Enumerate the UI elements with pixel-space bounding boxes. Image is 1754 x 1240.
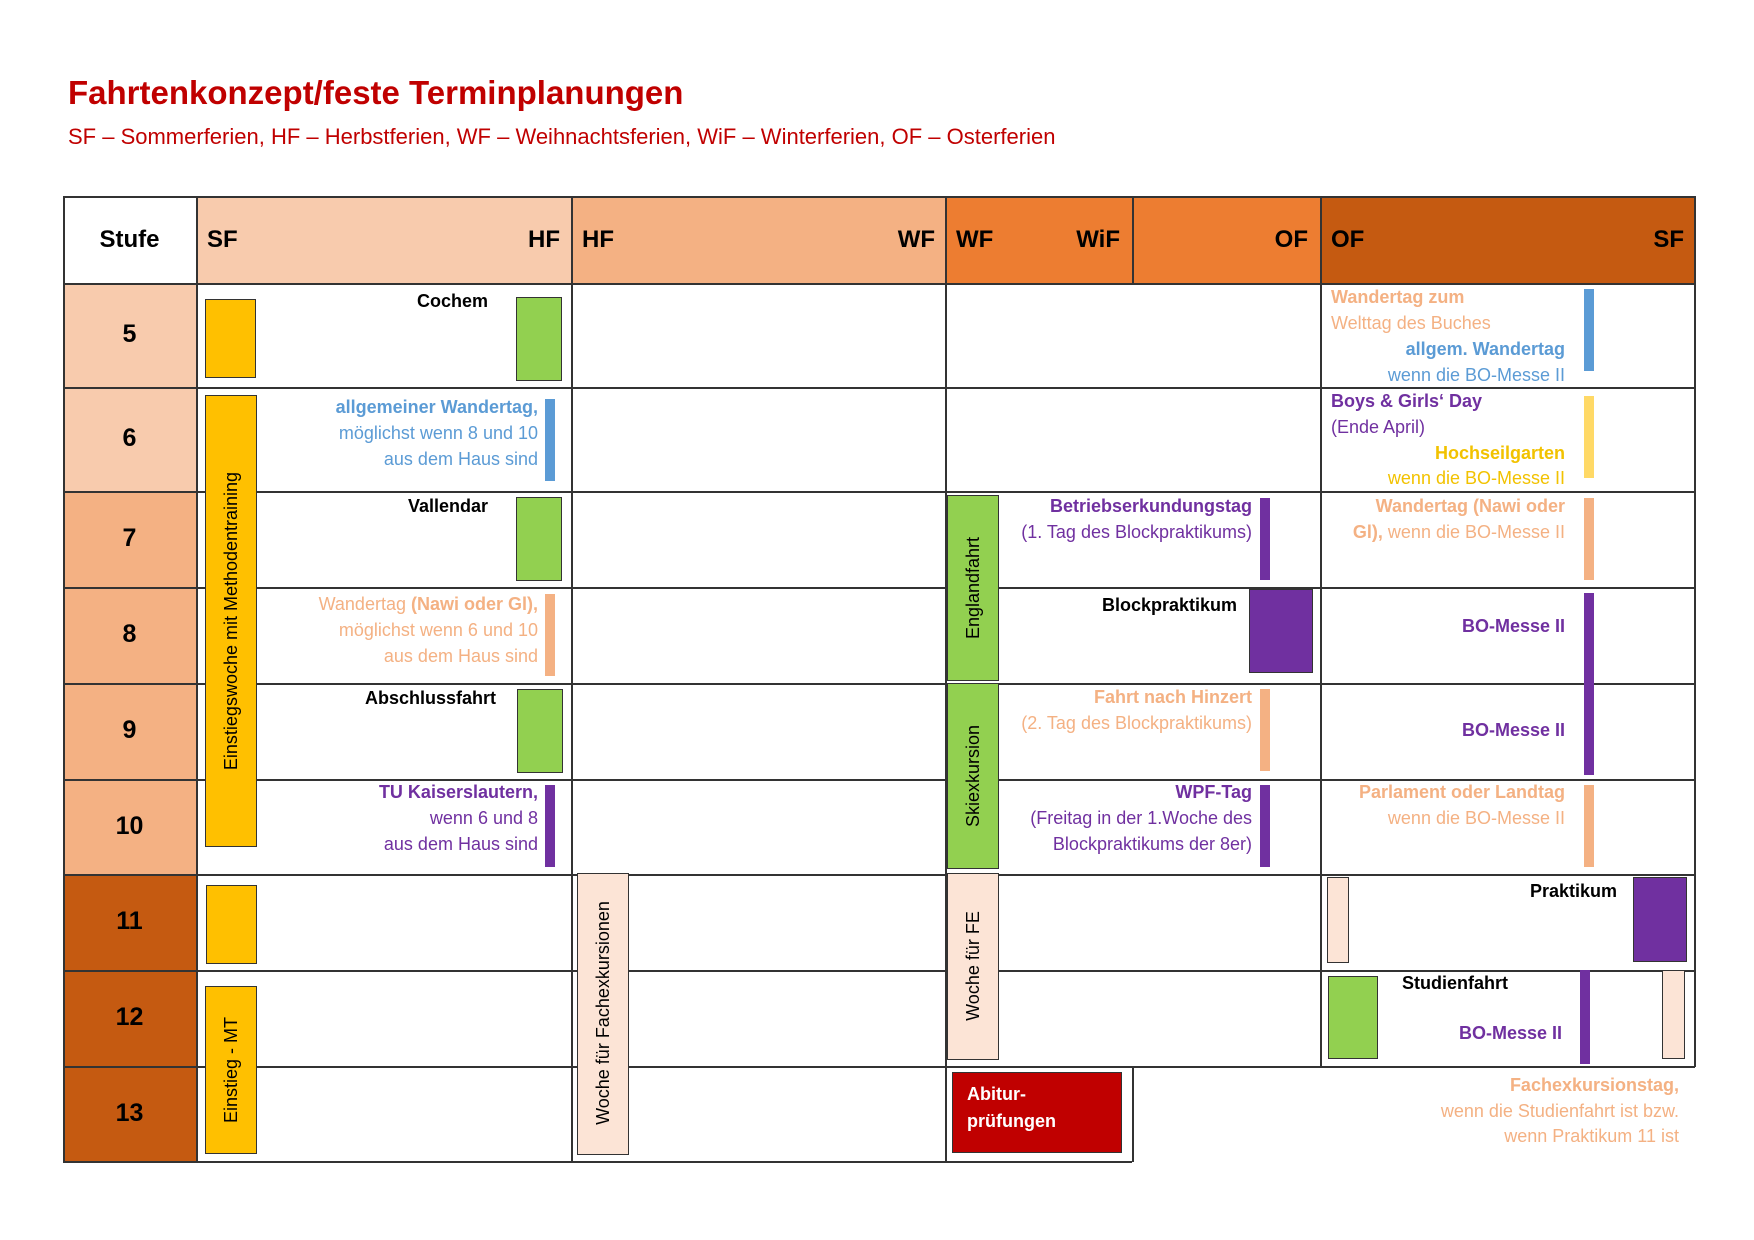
skiexkursion-label: Skiexkursion [963,724,983,828]
header-col2-left: HF [582,226,614,253]
grid-line [1694,196,1696,1067]
header-col5-right: SF [1653,226,1684,253]
hinzert-title: Fahrt nach Hinzert [1093,687,1252,707]
bo12-bar [1580,970,1590,1064]
tu-bar [545,785,555,867]
header-stufe: Stufe [99,226,160,253]
cochem-green-block [516,297,562,381]
wandertag8-line2: möglichst wenn 6 und 10 [338,620,538,640]
w7-rest: wenn die BO-Messe II [1382,522,1565,542]
hinzert-bar [1260,689,1270,771]
betrieb-title: Betriebserkundungstag [1049,496,1252,516]
w7-line1: Wandertag (Nawi oder [1375,496,1565,516]
boys-title: Boys & Girls‘ Day [1331,391,1483,411]
abschlussfahrt-green-block [517,689,563,773]
boys-line2: (Ende April) [1331,417,1426,437]
blockpraktikum-label: Blockpraktikum [1102,595,1238,615]
level-label-13: 13 [115,1099,144,1127]
parlament-title: Parlament oder Landtag [1358,782,1565,802]
wandertag8-bold: (Nawi oder Gl), [410,594,538,614]
grid-line [63,196,1695,198]
abschlussfahrt-label: Abschlussfahrt [365,688,497,708]
fachexkursionen-label: Woche für Fachexkursionen [593,901,613,1125]
w7-bar [1584,498,1594,580]
woche-fe-label: Woche für FE [963,911,983,1021]
yellow-block-5 [205,299,256,378]
parlament-bar [1584,785,1594,867]
vallendar-label: Vallendar [408,496,489,516]
header-col3-right: WiF [1076,226,1120,253]
grid-line [63,1066,1695,1068]
wandertag8-prefix: Wandertag [318,594,411,614]
header-col5-left: OF [1331,226,1365,253]
grid-line [63,1161,1132,1163]
yellow-block-11 [206,885,257,964]
cochem-label: Cochem [417,291,489,311]
wandertag8-title [280,591,538,617]
grid-line [571,196,573,1162]
grid-line [63,683,1695,685]
wandertag6-bar [545,399,555,481]
wandertag6-line2: möglichst wenn 8 und 10 [338,423,538,443]
praktikum-label: Praktikum [1530,881,1618,901]
tu-line2: wenn 6 und 8 [429,808,538,828]
wpf-title: WPF-Tag [1175,782,1252,802]
hochseil-title: Hochseilgarten [1434,443,1565,463]
grid-line [63,874,1695,876]
wandertag8-line3: aus dem Haus sind [383,646,538,666]
vallendar-green-block [516,497,562,581]
grid-line [1132,1066,1134,1162]
hochseil-bar [1584,396,1594,478]
fachex-line2: wenn die Studienfahrt ist bzw. [1440,1101,1679,1121]
englandfahrt-label: Englandfahrt [963,536,983,640]
header-col1-right: HF [528,226,560,253]
einstieg-mt-label: Einstieg - MT [221,1016,241,1124]
level-label-12: 12 [115,1003,144,1031]
level-label-6: 6 [122,424,137,452]
page-subtitle: SF – Sommerferien, HF – Herbstferien, WF – Weihnachtsferien, WiF – Winterferien, OF – Osterferien [68,124,1056,149]
fachex-line3: wenn Praktikum 11 ist [1504,1126,1679,1146]
level-label-10: 10 [115,812,144,840]
hochseil-line2: wenn die BO-Messe II [1387,468,1565,488]
w7-line2 [1340,519,1565,545]
bo9-label: BO-Messe II [1461,720,1565,740]
tu-title: TU Kaiserslautern, [378,782,538,802]
bo-messe-bar [1584,593,1594,775]
bo12-label: BO-Messe II [1458,1023,1562,1043]
level-label-7: 7 [122,524,137,552]
level-label-5: 5 [122,320,137,348]
w5-line1: Wandertag zum [1331,287,1465,307]
header-col1-left: SF [207,226,238,253]
betrieb-line2: (1. Tag des Blockpraktikums) [1021,522,1252,542]
wandertag8-bar [545,594,555,676]
bo8-label: BO-Messe II [1461,616,1565,636]
w7-bold: Gl), [1352,522,1383,542]
grid-line [196,196,198,1162]
wpf-bar [1260,785,1270,867]
grid-line [1320,196,1322,1067]
blockpraktikum-block [1249,589,1313,673]
praktikum-block [1633,877,1687,962]
studienfahrt-green-block [1328,976,1378,1059]
wandertag6-title: allgemeiner Wandertag, [335,397,538,417]
level-label-11: 11 [116,907,143,935]
wpf-line3: Blockpraktikums der 8er) [1052,834,1252,854]
w5-line2: Welttag des Buches [1331,313,1491,333]
header-col2-right: WF [897,226,935,253]
w5-line4: wenn die BO-Messe II [1387,365,1565,385]
praktikum-pale-block [1327,877,1349,963]
w5-line3: allgem. Wandertag [1405,339,1565,359]
einstieg-methoden-label: Einstiegswoche mit Methodentraining [221,471,241,771]
header-col4-right: OF [1274,226,1308,253]
wandertag6-line3: aus dem Haus sind [383,449,538,469]
fachex-pale-block [1662,970,1685,1059]
betrieb-bar [1260,498,1270,580]
abitur-line2: prüfungen [967,1111,1056,1131]
abitur-line1: Abitur- [967,1084,1026,1104]
page-title: Fahrtenkonzept/feste Terminplanungen [68,74,684,111]
header-col3-left: WF [956,226,994,253]
level-label-9: 9 [122,716,137,744]
grid-line [1132,196,1134,283]
grid-line [63,587,1695,589]
hinzert-line2: (2. Tag des Blockpraktikums) [1021,713,1252,733]
fachex-title: Fachexkursionstag, [1509,1075,1679,1095]
wpf-line2: (Freitag in der 1.Woche des [1030,808,1252,828]
tu-line3: aus dem Haus sind [383,834,538,854]
studienfahrt-label: Studienfahrt [1402,973,1508,993]
w5-bar [1584,289,1594,371]
parlament-line2: wenn die BO-Messe II [1387,808,1565,828]
level-label-8: 8 [122,620,137,648]
